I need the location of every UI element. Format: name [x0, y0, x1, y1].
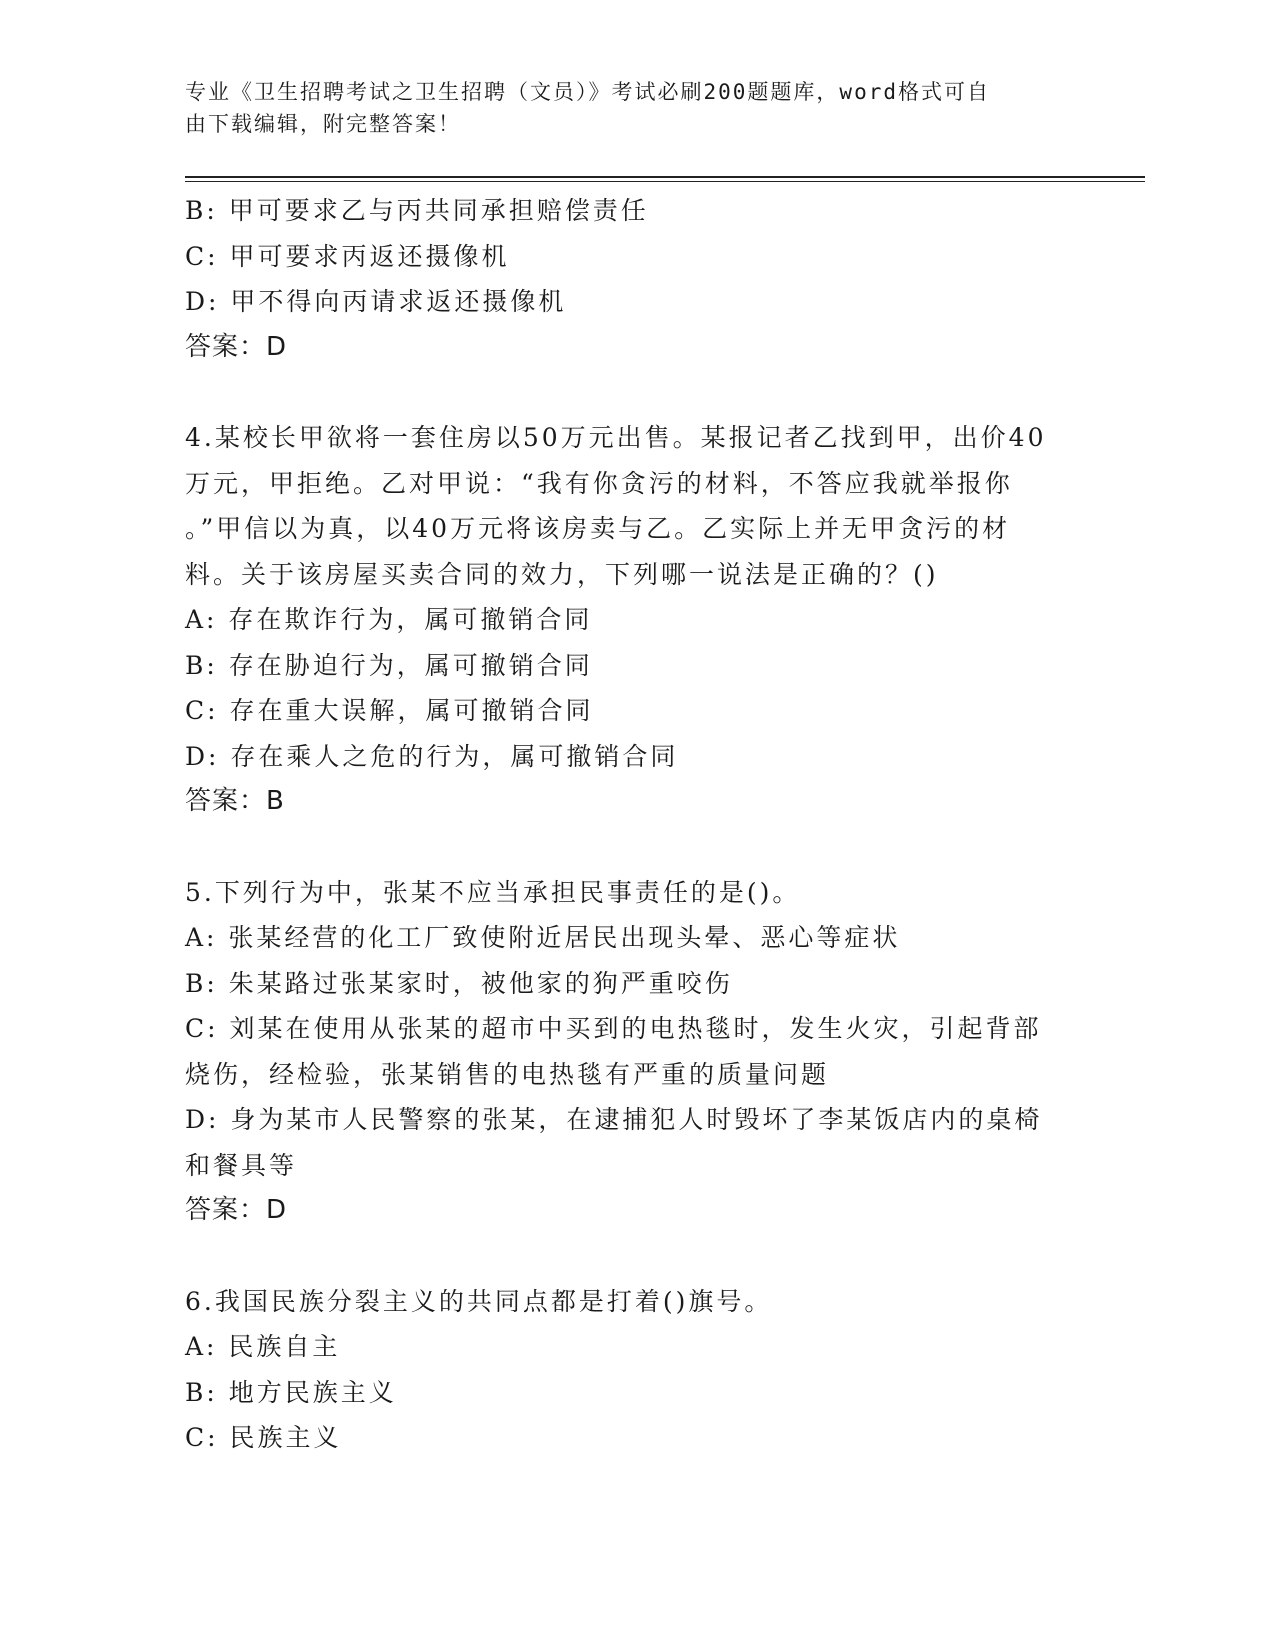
header-title-line-2: 由下载编辑，附完整答案！: [185, 112, 461, 136]
q3-option-c: C: 甲可要求丙返还摄像机: [185, 241, 510, 271]
question-5: [185, 870, 1090, 1234]
spacer: [185, 370, 1090, 415]
question-content: [185, 188, 1090, 1461]
question-6: [185, 1279, 1090, 1461]
q3-option-b: B: 甲可要求乙与丙共同承担赔偿责任: [185, 196, 649, 225]
q5-option-d-line-2: 和餐具等: [185, 1150, 298, 1180]
q6-option-c: C: 民族主义: [185, 1423, 342, 1452]
q3-option-d: D: 甲不得向丙请求返还摄像机: [185, 287, 567, 316]
header-title-line-1: 专业《卫生招聘考试之卫生招聘（文员）》考试必刷200题题库，word格式可自: [185, 80, 990, 104]
q4-stem-line-1: 4.某校长甲欲将一套住房以50万元出售。某报记者乙找到甲，出价40: [185, 423, 1047, 452]
q5-option-b: B: 朱某路过张某家时，被他家的狗严重咬伤: [185, 968, 733, 998]
q6-stem: 6.我国民族分裂主义的共同点都是打着()旗号。: [185, 1286, 773, 1316]
q4-option-b: B: 存在胁迫行为，属可撤销合同: [185, 650, 593, 680]
q4-option-a: A: 存在欺诈行为，属可撤销合同: [185, 605, 593, 634]
q4-answer: 答案：B: [185, 786, 285, 816]
question-3: [185, 188, 1090, 370]
q5-stem: 5.下列行为中，张某不应当承担民事责任的是()。: [185, 877, 801, 907]
q5-option-c-line-2: 烧伤，经检验，张某销售的电热毯有严重的质量问题: [185, 1059, 830, 1089]
q6-option-b: B: 地方民族主义: [185, 1377, 397, 1407]
q5-answer: 答案：D: [185, 1195, 288, 1225]
q4-stem-line-2: 万元，甲拒绝。乙对甲说：“我有你贪污的材料，不答应我就举报你: [185, 468, 1013, 498]
header-divider-thin: [185, 181, 1145, 182]
header-divider-thick: [185, 176, 1145, 178]
q6-option-a: A: 民族自主: [185, 1332, 341, 1361]
q4-stem-line-3: 。”甲信以为真，以40万元将该房卖与乙。乙实际上并无甲贪污的材: [185, 514, 1011, 543]
question-4: [185, 415, 1090, 825]
q3-answer: 答案：D: [185, 331, 288, 362]
spacer: [185, 825, 1090, 870]
spacer: [185, 1234, 1090, 1279]
q5-option-a: A: 张某经营的化工厂致使附近居民出现头晕、恶心等症状: [185, 923, 901, 952]
q4-option-c: C: 存在重大误解，属可撤销合同: [185, 696, 594, 725]
q5-option-d-line-1: D: 身为某市人民警察的张某，在逮捕犯人时毁坏了李某饭店内的桌椅: [185, 1105, 1043, 1134]
q5-option-c-line-1: C: 刘某在使用从张某的超市中买到的电热毯时，发生火灾，引起背部: [185, 1014, 1042, 1043]
document-header: [185, 76, 1065, 140]
q4-stem-line-4: 料。关于该房屋买卖合同的效力，下列哪一说法是正确的？(): [185, 559, 939, 589]
q4-option-d: D: 存在乘人之危的行为，属可撤销合同: [185, 741, 679, 771]
